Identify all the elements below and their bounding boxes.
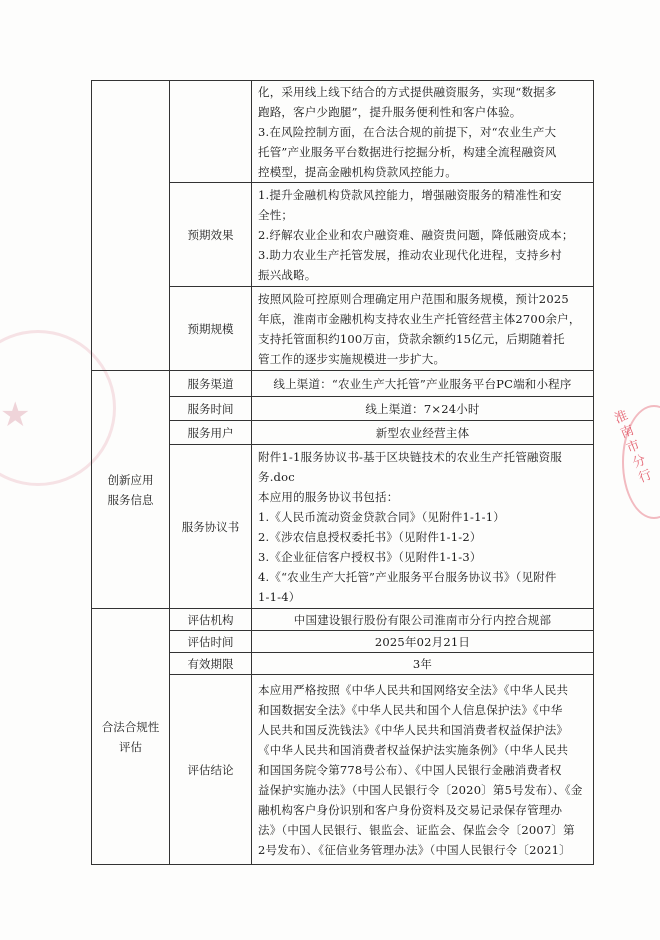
- seal-star-icon: ★: [0, 395, 31, 435]
- service-channel-value: 线上渠道：“农业生产大托管”产业服务平台PC端和小程序: [252, 371, 594, 397]
- section-label-cell: [92, 81, 170, 371]
- compliance-period-label: 有效期限: [170, 653, 252, 675]
- expected-effect-text: 1.提升金融机构贷款风控能力，增强融资服务的精准性和安 全性； 2.纾解农业企业和农户融资难、融资贵问题，降低融资成本； 3.助力农业生产托管发展，推动农业现代化进程，支持乡村 振兴战略。: [252, 183, 594, 287]
- service-section-label: 创新应用 服务信息: [92, 371, 170, 609]
- service-users-label: 服务用户: [170, 421, 252, 445]
- application-info-table: [91, 80, 594, 865]
- compliance-conclusion-label: 评估结论: [170, 675, 252, 865]
- table-row: [92, 81, 594, 183]
- row-label-cell: [170, 81, 252, 183]
- compliance-period-value: 3年: [252, 653, 594, 675]
- compliance-time-label: 评估时间: [170, 631, 252, 653]
- expected-scale-text: 按照风险可控原则合理确定用户范围和服务规模，预计2025 年底，淮南市金融机构支持农业生产托管经营主体2700余户， 支持托管面积约100万亩，贷款余额约15亿元，后期随着托 管工作的逐步实施规模进一步扩大。: [252, 287, 594, 371]
- service-users-value: 新型农业经营主体: [252, 421, 594, 445]
- compliance-section-label: 合法合规性 评估: [92, 609, 170, 865]
- intro-text-cell: 化，采用线上线下结合的方式提供融资服务，实现“数据多 跑路，客户少跑腿”，提升服务便利性和客户体验。 3.在风险控制方面，在合法合规的前提下，对“农业生产大 托管”产业服务平台数据进行挖掘分析，构建全流程融资风 控模型，提高金融机构贷款风控能力。: [252, 81, 594, 183]
- compliance-org-value: 中国建设银行股份有限公司淮南市分行内控合规部: [252, 609, 594, 631]
- expected-scale-label: 预期规模: [170, 287, 252, 371]
- seal-stamp-right-text: 淮南市分行: [609, 408, 654, 488]
- table-row: [92, 371, 594, 397]
- compliance-time-value: 2025年02月21日: [252, 631, 594, 653]
- table-row: [92, 609, 594, 631]
- compliance-org-label: 评估机构: [170, 609, 252, 631]
- service-time-value: 线上渠道：7×24小时: [252, 397, 594, 421]
- compliance-conclusion-text: 本应用严格按照《中华人民共和国网络安全法》《中华人民共 和国数据安全法》《中华人民共和国个人信息保护法》《中华 人民共和国反洗钱法》《中华人民共和国消费者权益保护法》 《中华人民共和国消费者权益保护法实施条例》（中华人民共 和国国务院令第778号公布）、《中国人民银行金融消费者权 益保护实施办法》（中国人民银行令〔2020〕第5号发布）、《金 融机构客户身份识别和客户身份资料及交易记录保存管理办 法》（中国人民银行、银监会、证监会、保监会令〔2007〕第 2号发布）、《征信业务管理办法》（中国人民银行令〔2021〕: [252, 675, 594, 865]
- service-agreement-text: 附件1-1服务协议书-基于区块链技术的农业生产托管融资服 务.doc 本应用的服务协议书包括： 1.《人民币流动资金贷款合同》（见附件1-1-1） 2.《涉农信息授权委托书》（见附件1-1-2） 3.《企业征信客户授权书》（见附件1-1-3） 4.《“农业生产大托管”产业服务平台服务协议书》（见附件 1-1-4）: [252, 445, 594, 609]
- expected-effect-label: 预期效果: [170, 183, 252, 287]
- service-agreement-label: 服务协议书: [170, 445, 252, 609]
- service-time-label: 服务时间: [170, 397, 252, 421]
- service-channel-label: 服务渠道: [170, 371, 252, 397]
